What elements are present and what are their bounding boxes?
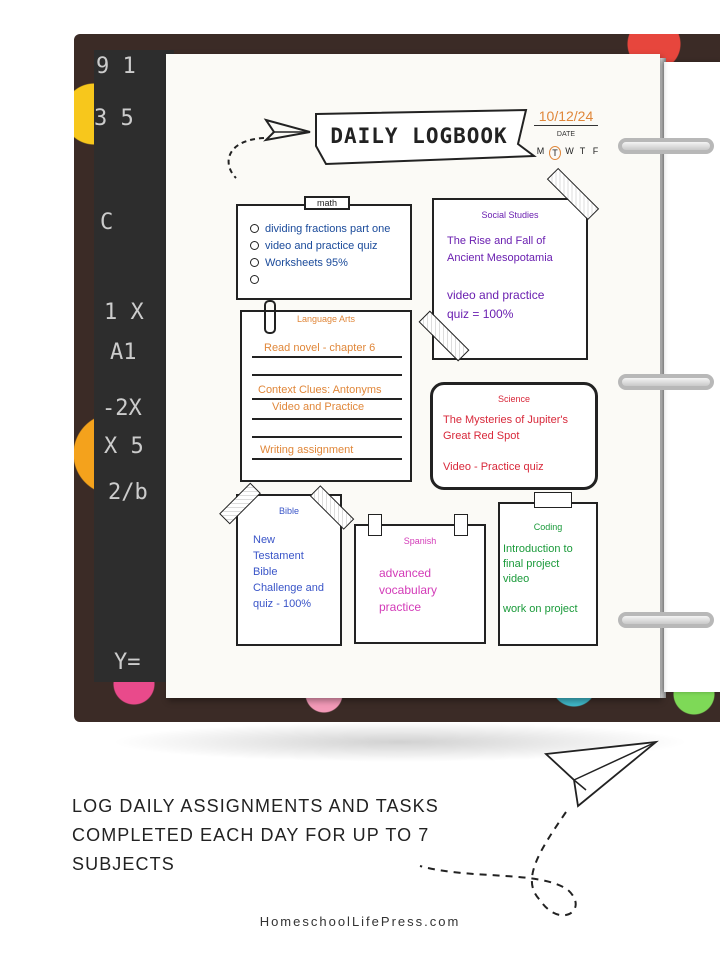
social-studies-line: video and practice [447, 288, 545, 302]
language-arts-line: Context Clues: Antonyms [258, 384, 382, 396]
title-banner [316, 110, 522, 166]
binder-ring [618, 612, 714, 628]
math-card [236, 204, 412, 300]
paper-airplane-icon [266, 120, 310, 140]
math-item[interactable]: video and practice quiz [250, 237, 390, 254]
drop-shadow [110, 722, 690, 762]
science-line: Video - Practice quiz [443, 461, 544, 473]
science-line: The Mysteries of Jupiter's [443, 414, 568, 426]
day-fri[interactable]: F [592, 146, 599, 156]
spanish-lines: advanced vocabulary practice [379, 566, 438, 614]
math-item[interactable] [250, 271, 390, 288]
day-tue-selected[interactable]: T [549, 146, 561, 160]
math-item[interactable]: dividing fractions part one [250, 220, 390, 237]
social-studies-line: Ancient Mesopotamia [447, 252, 553, 264]
page-title: DAILY LOGBOOK [330, 124, 508, 148]
writing-line [252, 418, 402, 420]
bible-label: Bible [278, 506, 299, 516]
social-studies-label: Social Studies [481, 210, 539, 220]
weekday-selector [536, 146, 600, 160]
spanish-label: Spanish [403, 536, 437, 546]
tape-strip [454, 514, 468, 536]
math-label: math [304, 196, 350, 210]
site-url[interactable]: HomeschoolLifePress.com [259, 914, 461, 929]
writing-line [252, 458, 402, 460]
checkbox-icon[interactable] [250, 258, 259, 267]
language-arts-line: Read novel - chapter 6 [264, 342, 376, 354]
paperclip-icon [264, 300, 276, 334]
math-item[interactable]: Worksheets 95% [250, 254, 390, 271]
science-label: Science [497, 394, 531, 404]
checkbox-icon[interactable] [250, 275, 259, 284]
coding-label: Coding [533, 522, 563, 532]
day-wed[interactable]: W [565, 146, 574, 156]
coding-lines: Introduction to final project video work on project [503, 543, 578, 615]
day-mon[interactable]: M [536, 146, 545, 156]
date-value[interactable]: 10/12/24 [534, 108, 598, 126]
science-line: Great Red Spot [443, 430, 520, 442]
bible-lines: New Testament Bible Challenge and quiz - 100% [253, 534, 324, 610]
writing-line [252, 356, 402, 358]
social-studies-line: The Rise and Fall of [447, 235, 546, 247]
language-arts-line: Video and Practice [272, 401, 365, 413]
tape-strip [534, 492, 572, 508]
language-arts-line: Writing assignment [260, 444, 354, 456]
writing-line [252, 374, 402, 376]
social-studies-line: quiz = 100% [447, 307, 514, 321]
language-arts-label: Language Arts [296, 314, 356, 324]
binder-ring [618, 374, 714, 390]
chalkboard-art: 9 1 3 5 C 1 X A1 -2X X 5 2/b Y= [94, 50, 174, 682]
day-thu[interactable]: T [579, 146, 586, 156]
checkbox-icon[interactable] [250, 241, 259, 250]
writing-line [252, 436, 402, 438]
promo-caption: LOG DAILY ASSIGNMENTS AND TASKS COMPLETED EACH DAY FOR UP TO 7 SUBJECTS [72, 796, 439, 874]
date-label: DATE [556, 131, 576, 138]
binder-ring [618, 138, 714, 154]
tape-strip [368, 514, 382, 536]
math-items [250, 220, 390, 288]
checkbox-icon[interactable] [250, 224, 259, 233]
